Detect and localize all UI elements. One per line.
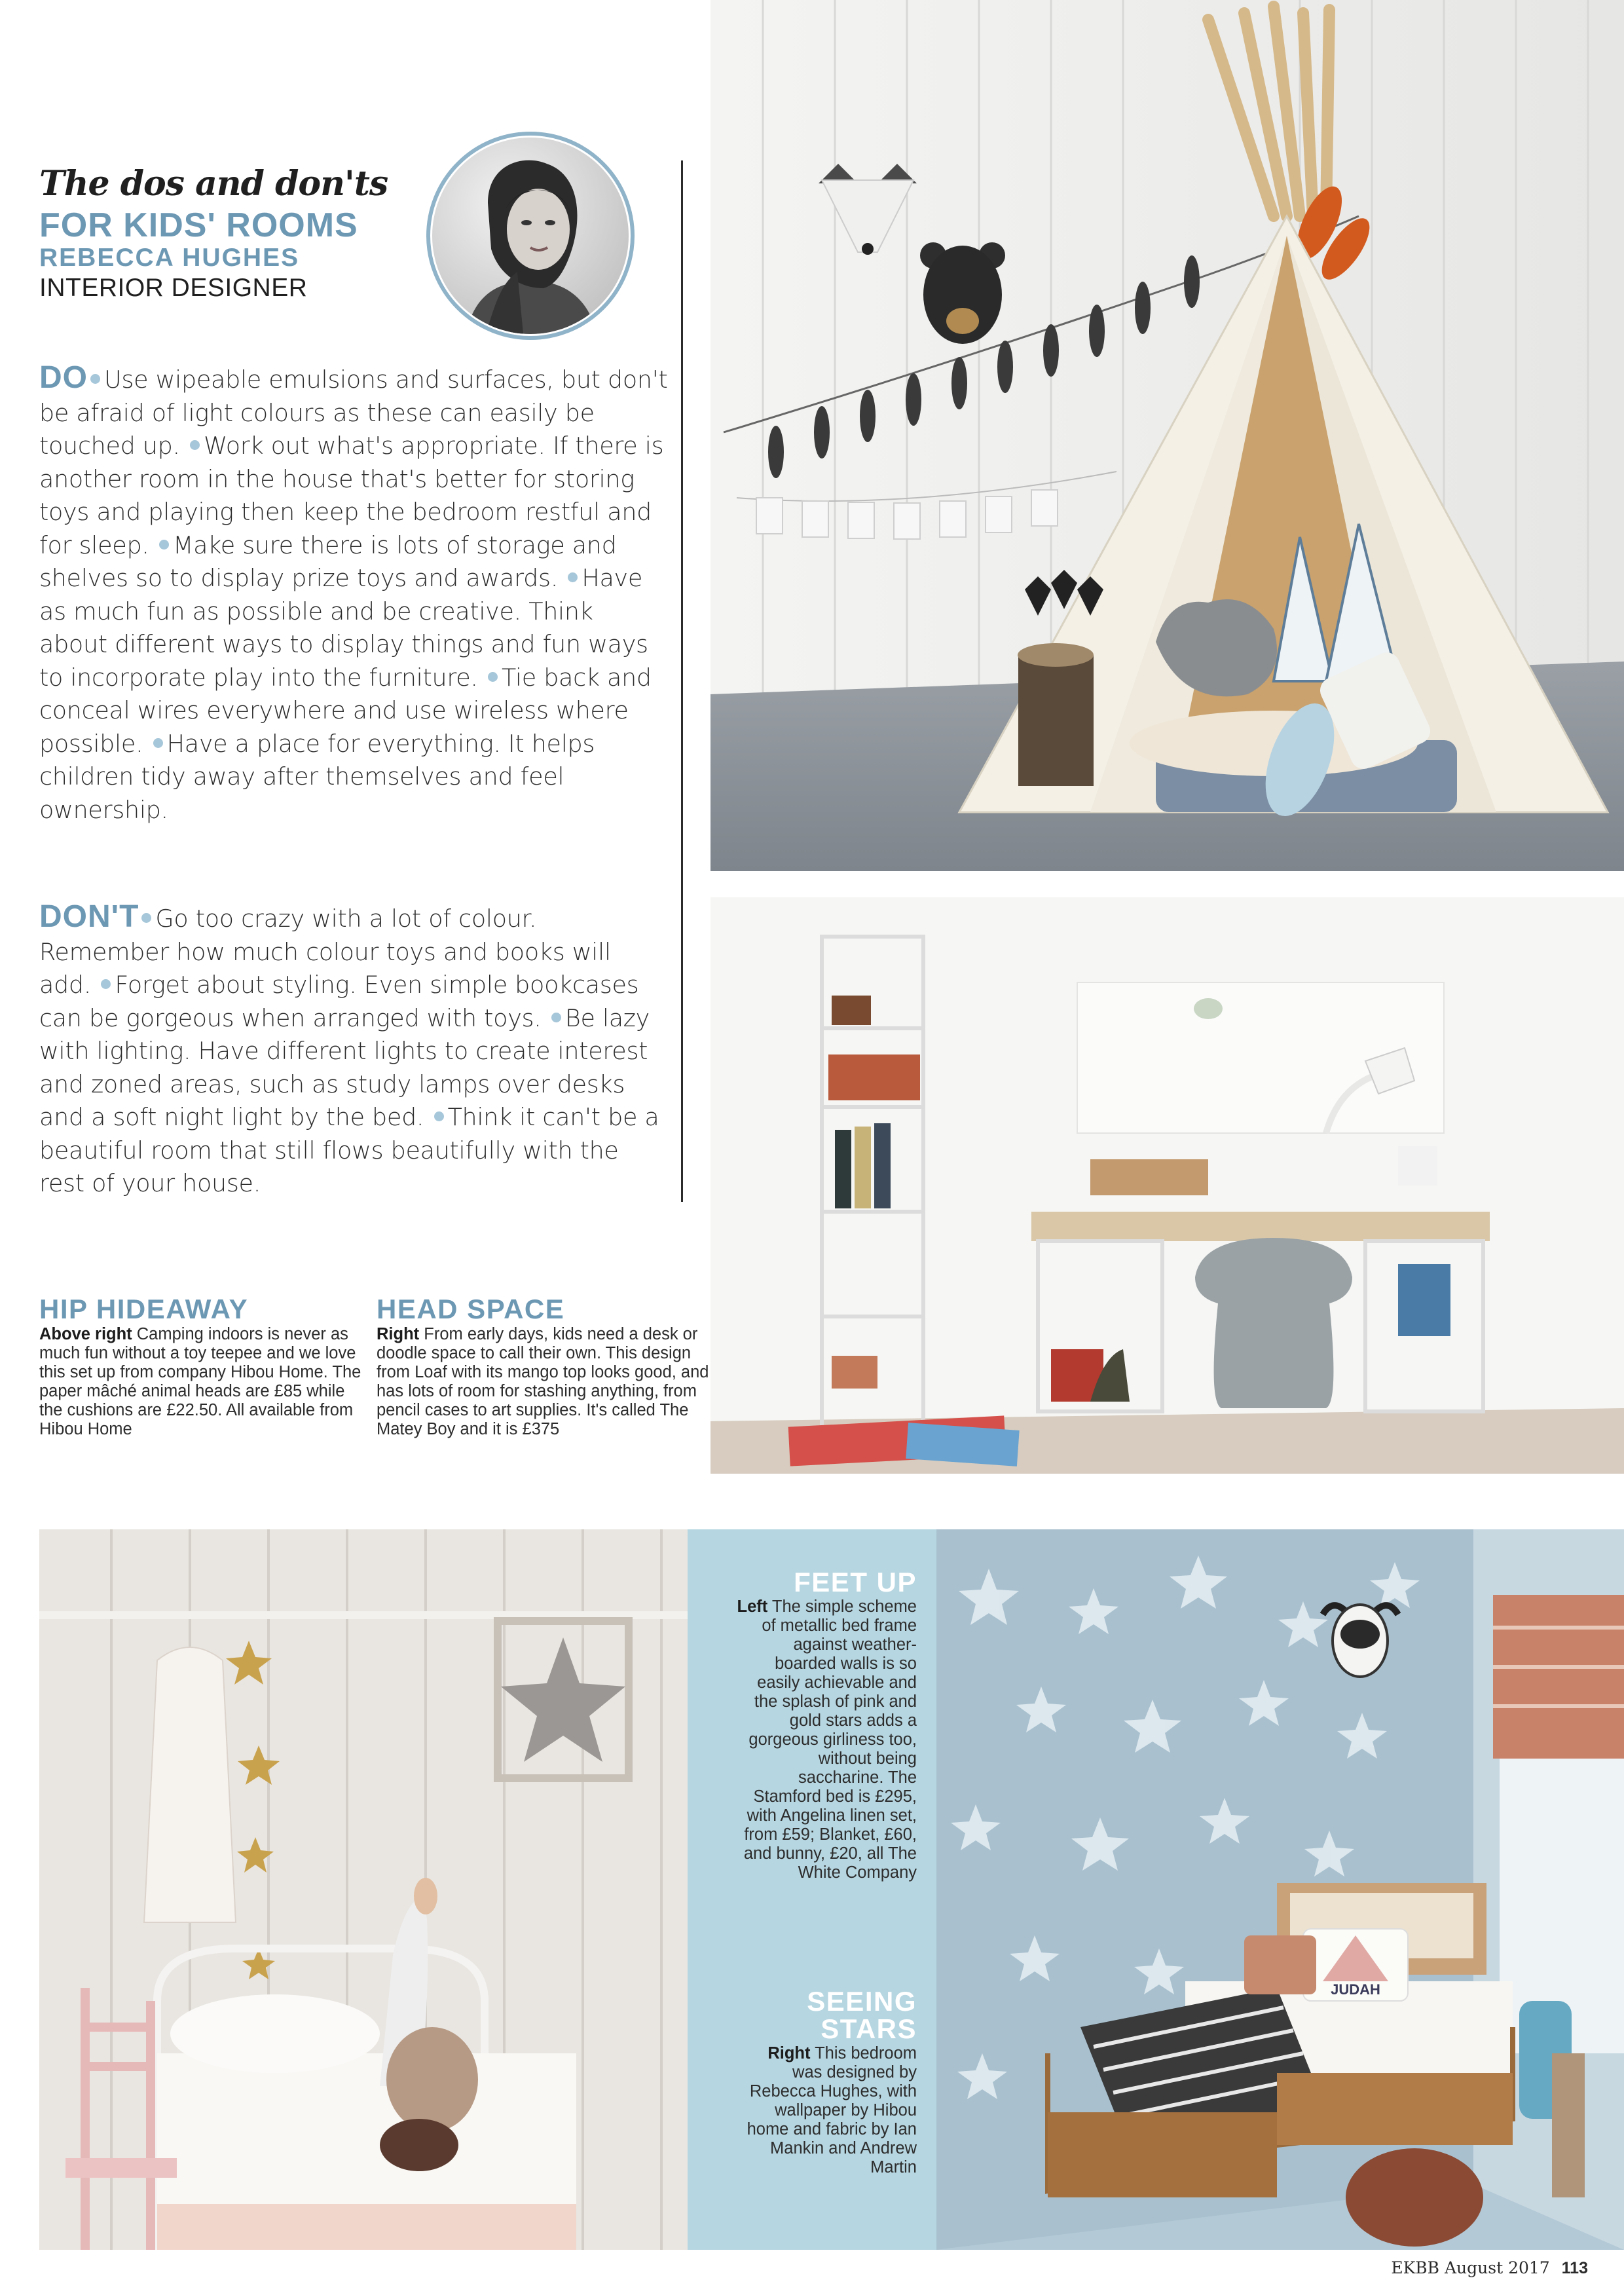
author-role: INTERIOR DESIGNER (39, 274, 308, 302)
article-header (39, 164, 432, 308)
bullet-dot (153, 738, 163, 748)
do-item: Work out what's appropriate. If there is another room in the house that's better for storing toys and playing then keep the bedroom restful and for sleep. (39, 432, 664, 559)
caption-lead: Above right (39, 1325, 132, 1343)
caption-body (377, 1325, 717, 1439)
bullet-dot (101, 979, 111, 989)
caption-body (39, 1325, 367, 1439)
pillow-label: JUDAH (1331, 1981, 1380, 1998)
do-item: Have a place for everything. It helps children tidy away after themselves and feel ownership. (39, 729, 595, 824)
title-caps: FOR KIDS' ROOMS (39, 206, 358, 244)
do-item: Make sure there is lots of storage and shelves so to display prize toys and awards. (39, 531, 617, 592)
photo-teepee (710, 0, 1624, 871)
photo-desk (710, 897, 1624, 1474)
caption-lead: Right (377, 1325, 420, 1343)
do-item: Have as much fun as possible and be creative. Think about different ways to display things and fun ways to incorporate play into the furniture. (39, 564, 648, 692)
bullet-dot (488, 672, 498, 682)
caption-lead: Right (767, 2044, 811, 2062)
caption-title: HEAD SPACE (377, 1294, 565, 1324)
caption-text: This bedroom was designed by Rebecca Hughes, with wallpaper by Hibou home and fabric by Ian Mankin and Andrew Martin (747, 2044, 917, 2176)
photo-stars-bedroom (936, 1529, 1624, 2250)
column-divider (681, 160, 683, 1202)
caption-text: Camping indoors is never as much fun without a toy teepee and we love this set up from company Hibou Home. The paper mâché animal heads are £85 while the cushions are £22.50. All available from Hibou Home (39, 1325, 361, 1438)
bullet-dot (90, 374, 100, 384)
dont-item: Forget about styling. Even simple bookcases can be gorgeous when arranged with toys. (39, 971, 639, 1032)
author-portrait (426, 131, 635, 341)
do-item: Tie back and conceal wires everywhere and use wireless where possible. (39, 663, 652, 758)
caption-text: The simple scheme of metallic bed frame against weather-boarded walls is so easily achievable and the splash of pink and gold stars adds a gorgeous girliness too, without being saccharine. The Stamford bed is £295, with Angelina linen set, from £59; Blanket, £60, and bunny, £20, all The White Company (743, 1597, 917, 1882)
bullet-dot (141, 913, 151, 923)
caption-hip-hideaway (39, 1294, 367, 1439)
caption-head-space (377, 1294, 717, 1439)
dont-label: DON'T (39, 899, 139, 934)
bullet-dot (159, 540, 169, 550)
author-name: REBECCA HUGHES (39, 244, 300, 272)
bullet-dot (434, 1111, 444, 1121)
title-serif: The dos and don'ts (39, 164, 388, 204)
issue-label: EKBB August 2017 (1391, 2258, 1550, 2277)
dont-section (39, 901, 668, 1201)
caption-title-seeing-stars (694, 1988, 917, 2043)
caption-title-feet-up: FEET UP (794, 1567, 917, 1597)
caption-title: HIP HIDEAWAY (39, 1294, 249, 1324)
bullet-dot (551, 1013, 561, 1022)
caption-lead: Left (737, 1597, 768, 1616)
photo-girl-bedroom (39, 1529, 688, 2250)
caption-body-feet-up (737, 1597, 917, 1882)
caption-panel (688, 1529, 936, 2250)
do-item: Use wipeable emulsions and surfaces, but don't be afraid of light colours as these can easily be touched up. (39, 365, 668, 460)
dont-item: Go too crazy with a lot of colour. Remember how much colour toys and books will add. (39, 905, 611, 999)
bullet-dot (568, 572, 578, 582)
dont-item: Be lazy with lighting. Have different lights to create interest and zoned areas, such as study lamps over desks and a soft night light by the bed. (39, 1003, 650, 1131)
caption-body-seeing-stars (737, 2044, 917, 2177)
caption-title-line: SEEING (807, 1986, 917, 2017)
do-label: DO (39, 360, 88, 395)
caption-text: From early days, kids need a desk or doodle space to call their own. This design from Loaf with its mango top looks good, and has lots of room for stashing anything, from pencil cases to art supplies. It's called The Matey Boy and it is £375 (377, 1325, 709, 1438)
dont-item: Think it can't be a beautiful room that still flows beautifully with the rest of your house. (39, 1103, 659, 1197)
do-section (39, 362, 668, 827)
bullet-dot (190, 440, 200, 450)
caption-title-line: STARS (821, 2013, 917, 2044)
folio (1391, 2258, 1588, 2278)
page-number: 113 (1561, 2259, 1588, 2277)
